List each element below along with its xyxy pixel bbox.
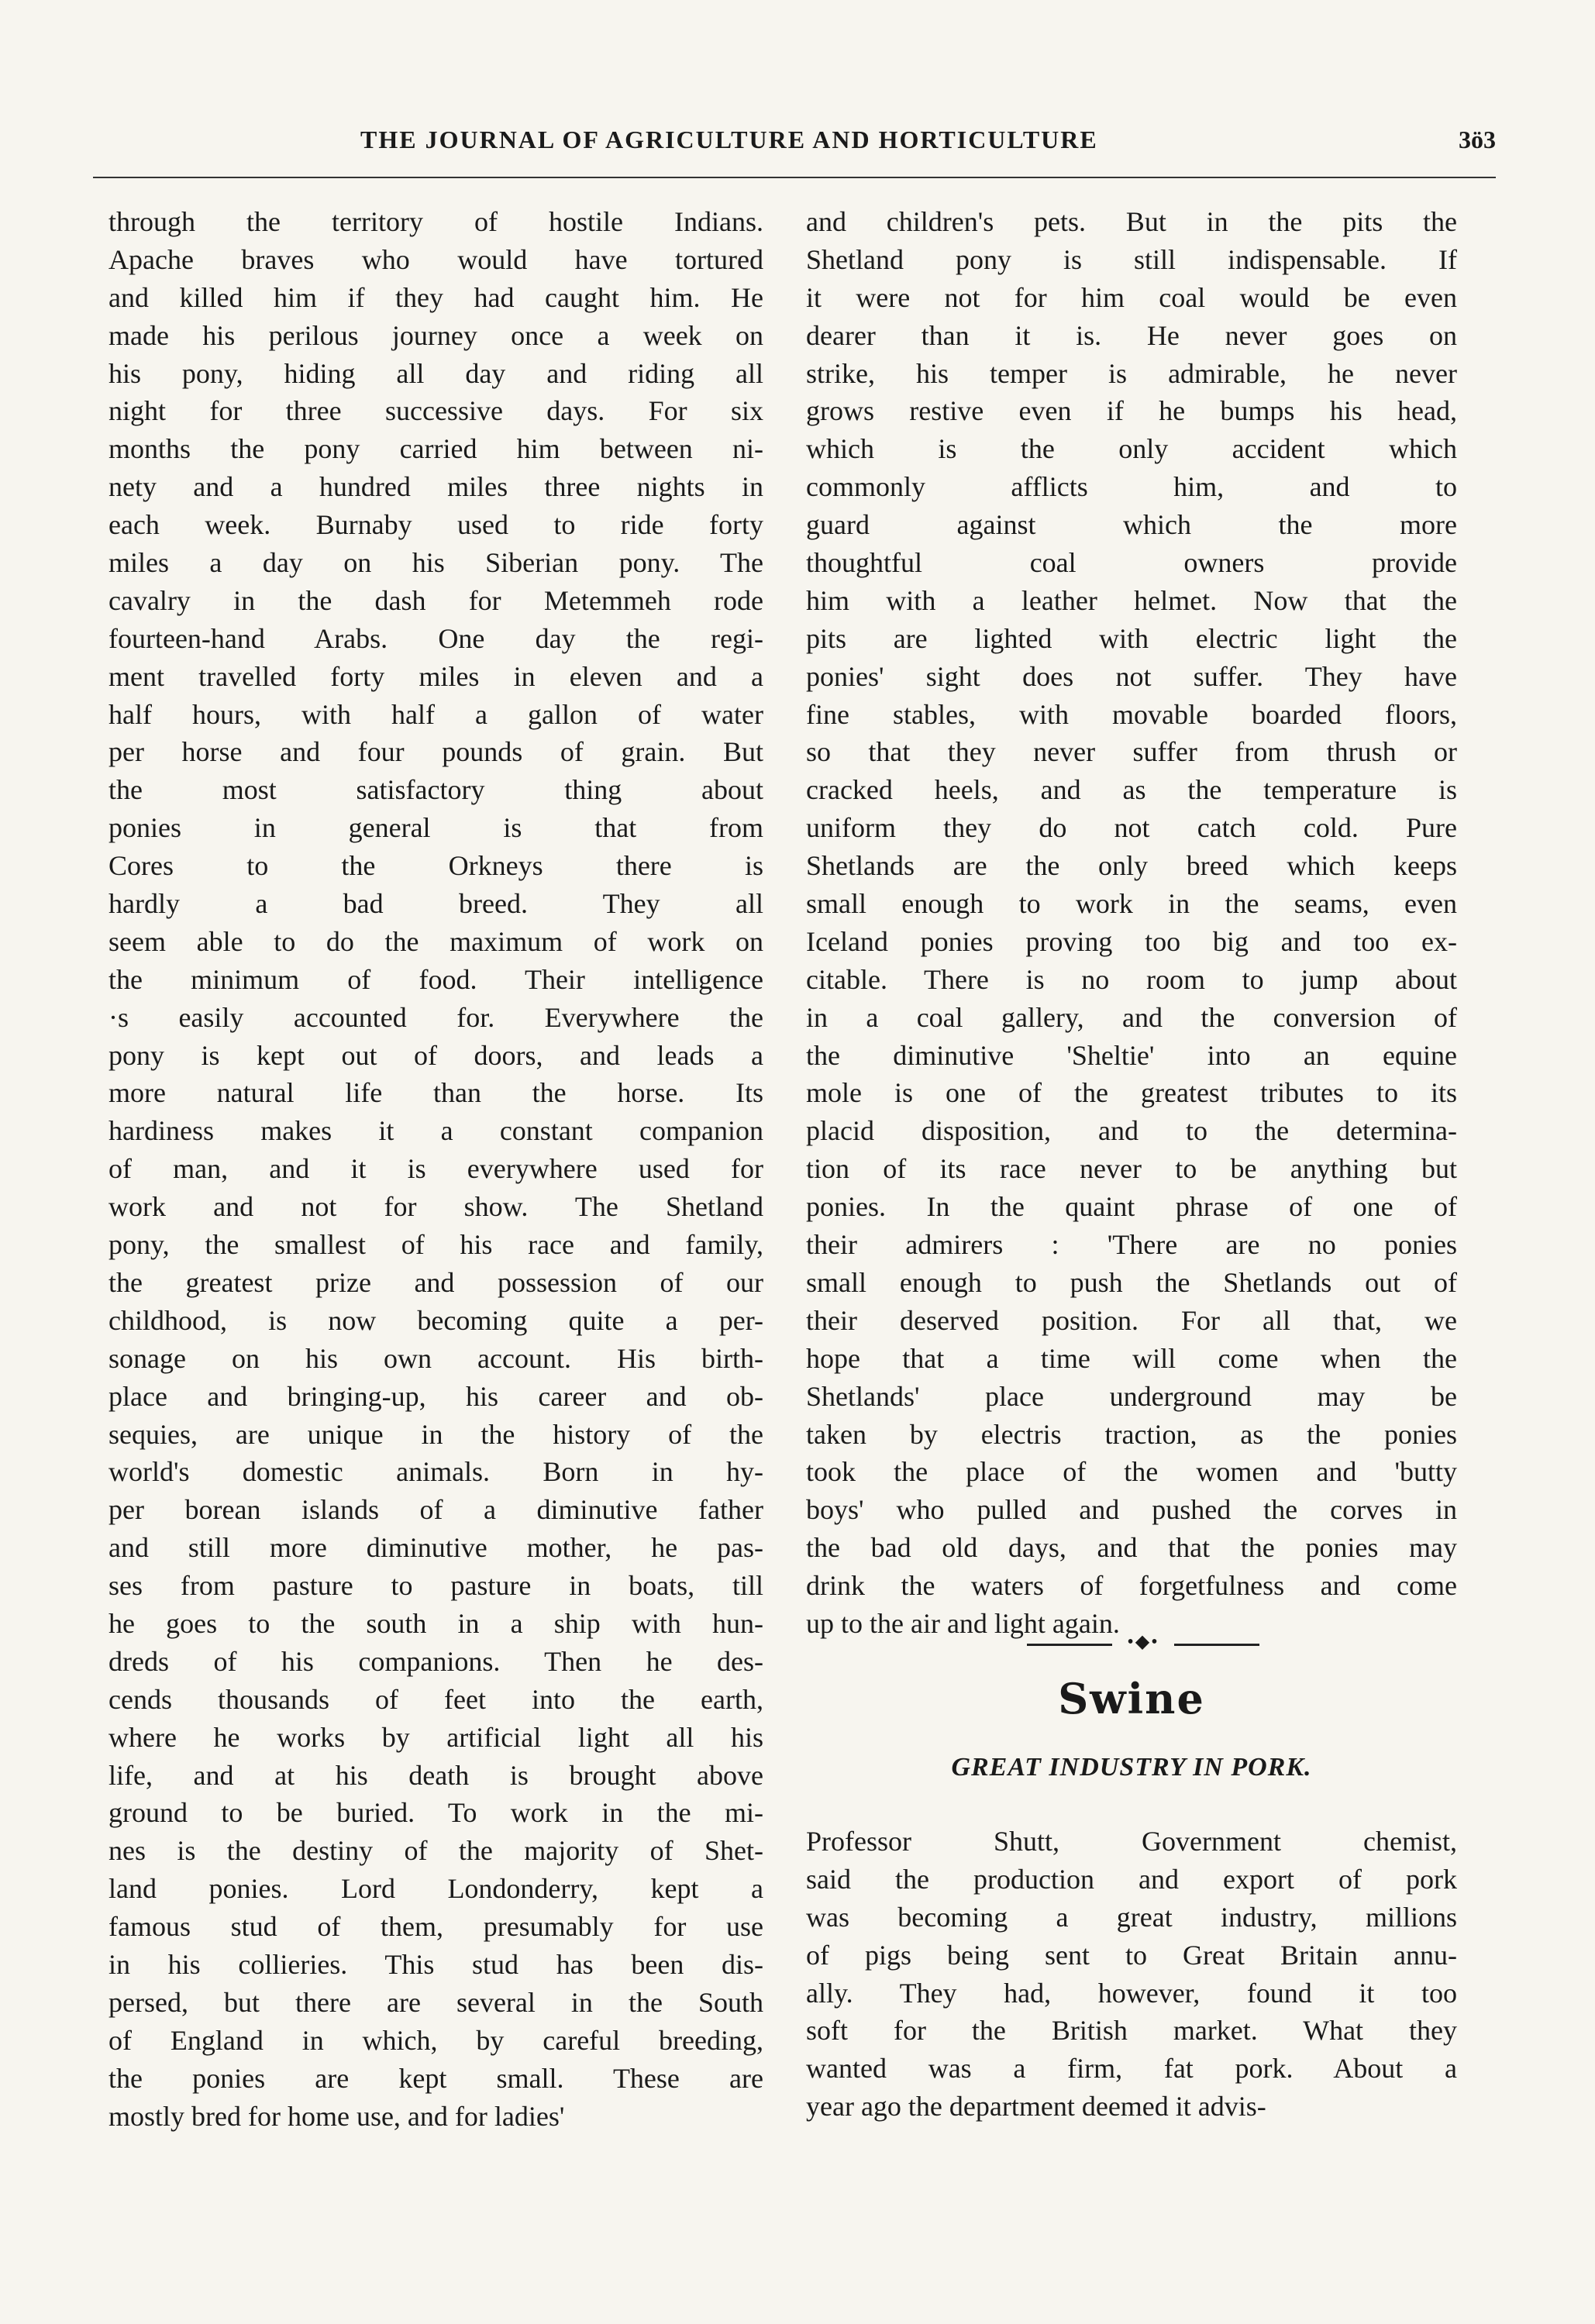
text-line: drink the waters of forgetfulness and come xyxy=(806,1570,1457,1602)
text-line: the minimum of food. Their intelligence xyxy=(109,963,763,995)
text-line: cracked heels, and as the temperature is xyxy=(806,774,1457,806)
text-line: fine stables, with movable boarded floors, xyxy=(806,698,1457,730)
text-line: took the place of the women and 'butty xyxy=(806,1456,1457,1488)
text-line: hardiness makes it a constant companion xyxy=(109,1115,763,1147)
text-line: ponies. In the quaint phrase of one of xyxy=(806,1191,1457,1223)
text-line: and children's pets. But in the pits the xyxy=(806,206,1457,237)
text-line: thoughtful coal owners provide xyxy=(806,547,1457,579)
text-line: per horse and four pounds of grain. But xyxy=(109,736,763,768)
text-line: grows restive even if he bumps his head, xyxy=(806,395,1457,427)
text-line: Professor Shutt, Government chemist, xyxy=(806,1826,1457,1857)
text-line: persed, but there are several in the South xyxy=(109,1986,763,2018)
text-line: he goes to the south in a ship with hun- xyxy=(109,1607,763,1639)
text-line: nety and a hundred miles three nights in xyxy=(109,471,763,503)
divider-rule-right xyxy=(1174,1644,1259,1646)
text-line: ally. They had, however, found it too xyxy=(806,1977,1457,2009)
text-line: dreds of his companions. Then he des- xyxy=(109,1645,763,1677)
text-line: uniform they do not catch cold. Pure xyxy=(806,812,1457,844)
text-line: so that they never suffer from thrush or xyxy=(806,736,1457,768)
text-line: night for three successive days. For six xyxy=(109,395,763,427)
text-line: it were not for him coal would be even xyxy=(806,281,1457,313)
text-line: ses from pasture to pasture in boats, till xyxy=(109,1570,763,1602)
text-line: guard against which the more xyxy=(806,509,1457,541)
text-line: Cores to the Orkneys there is xyxy=(109,850,763,882)
divider-glyph: •◆• xyxy=(1127,1632,1159,1652)
text-line: ·s easily accounted for. Everywhere the xyxy=(109,1001,763,1033)
text-line: said the production and export of pork xyxy=(806,1863,1457,1895)
text-line: strike, his temper is admirable, he never xyxy=(806,357,1457,389)
header-rule xyxy=(93,177,1496,178)
text-line: nes is the destiny of the majority of Shet- xyxy=(109,1835,763,1867)
text-line: miles a day on his Siberian pony. The xyxy=(109,547,763,579)
text-line: and still more diminutive mother, he pas- xyxy=(109,1532,763,1564)
article-body-text xyxy=(806,1823,1457,2126)
text-line: seem able to do the maximum of work on xyxy=(109,925,763,957)
text-line: ponies' sight does not suffer. They have xyxy=(806,660,1457,692)
text-line: pony is kept out of doors, and leads a xyxy=(109,1039,763,1071)
running-header xyxy=(93,126,1527,164)
section-title: Swine xyxy=(1058,1674,1205,1723)
text-line: Iceland ponies proving too big and too ex- xyxy=(806,925,1457,957)
text-line: the greatest prize and possession of our xyxy=(109,1266,763,1298)
text-line: Shetland pony is still indispensable. If xyxy=(806,243,1457,275)
text-line: Shetlands are the only breed which keeps xyxy=(806,850,1457,882)
text-line: year ago the department deemed it advis- xyxy=(806,2091,1266,2123)
text-line: the most satisfactory thing about xyxy=(109,774,763,806)
text-line: half hours, with half a gallon of water xyxy=(109,698,763,730)
text-line: each week. Burnaby used to ride forty xyxy=(109,509,763,541)
text-line: boys' who pulled and pushed the corves in xyxy=(806,1494,1457,1526)
text-line: Shetlands' place underground may be xyxy=(806,1380,1457,1412)
text-line: mostly bred for home use, and for ladies' xyxy=(109,2100,565,2132)
text-line: citable. There is no room to jump about xyxy=(806,963,1457,995)
divider-rule-left xyxy=(1027,1644,1112,1646)
text-line: Apache braves who would have tortured xyxy=(109,243,763,275)
text-line: sequies, are unique in the history of the xyxy=(109,1418,763,1450)
text-line: famous stud of them, presumably for use xyxy=(109,1911,763,1943)
text-line: wanted was a firm, fat pork. About a xyxy=(806,2053,1457,2085)
text-line: childhood, is now becoming quite a per- xyxy=(109,1304,763,1336)
journal-title: THE JOURNAL OF AGRICULTURE AND HORTICULTURE xyxy=(360,126,1098,153)
text-line: world's domestic animals. Born in hy- xyxy=(109,1456,763,1488)
text-line: work and not for show. The Shetland xyxy=(109,1191,763,1223)
text-line: which is the only accident which xyxy=(806,433,1457,465)
text-line: hardly a bad breed. They all xyxy=(109,888,763,920)
text-line: up to the air and light again. xyxy=(806,1607,1120,1639)
text-line: taken by electris traction, as the ponies xyxy=(806,1418,1457,1450)
text-line: land ponies. Lord Londonderry, kept a xyxy=(109,1873,763,1905)
text-line: of England in which, by careful breeding, xyxy=(109,2024,763,2056)
text-line: where he works by artificial light all his xyxy=(109,1721,763,1753)
text-line: sonage on his own account. His birth- xyxy=(109,1342,763,1374)
text-line: place and bringing-up, his career and ob- xyxy=(109,1380,763,1412)
text-line: small enough to push the Shetlands out of xyxy=(806,1266,1457,1298)
text-line: fourteen-hand Arabs. One day the regi- xyxy=(109,622,763,654)
text-line: per borean islands of a diminutive father xyxy=(109,1494,763,1526)
text-line: small enough to work in the seams, even xyxy=(806,888,1457,920)
text-line: through the territory of hostile Indians. xyxy=(109,206,763,237)
text-line: in a coal gallery, and the conversion of xyxy=(806,1001,1457,1033)
text-line: his pony, hiding all day and riding all xyxy=(109,357,763,389)
text-line: soft for the British market. What they xyxy=(806,2015,1457,2047)
text-line: their admirers : 'There are no ponies xyxy=(806,1229,1457,1261)
text-line: in his collieries. This stud has been dis- xyxy=(109,1948,763,1980)
page-number: 3ö3 xyxy=(1459,126,1496,153)
text-line: of man, and it is everywhere used for xyxy=(109,1153,763,1185)
text-line: dearer than it is. He never goes on xyxy=(806,319,1457,351)
text-line: was becoming a great industry, millions xyxy=(806,1901,1457,1933)
text-line: him with a leather helmet. Now that the xyxy=(806,584,1457,616)
section-divider-ornament xyxy=(1027,1632,1259,1652)
text-line: more natural life than the horse. Its xyxy=(109,1077,763,1109)
text-line: mole is one of the greatest tributes to its xyxy=(806,1077,1457,1109)
text-line: ponies in general is that from xyxy=(109,812,763,844)
text-line: the bad old days, and that the ponies may xyxy=(806,1532,1457,1564)
text-line: the ponies are kept small. These are xyxy=(109,2062,763,2094)
text-line: the diminutive 'Sheltie' into an equine xyxy=(806,1039,1457,1071)
text-line: months the pony carried him between ni- xyxy=(109,433,763,465)
text-line: life, and at his death is brought above xyxy=(109,1759,763,1791)
text-line: pits are lighted with electric light the xyxy=(806,622,1457,654)
right-column-text xyxy=(806,203,1457,1643)
text-line: pony, the smallest of his race and family, xyxy=(109,1229,763,1261)
text-line: tion of its race never to be anything but xyxy=(806,1153,1457,1185)
text-line: ground to be buried. To work in the mi- xyxy=(109,1797,763,1829)
text-line: commonly afflicts him, and to xyxy=(806,471,1457,503)
text-line: of pigs being sent to Great Britain annu- xyxy=(806,1939,1457,1971)
left-column-text xyxy=(109,203,763,2135)
text-line: made his perilous journey once a week on xyxy=(109,319,763,351)
text-line: cavalry in the dash for Metemmeh rode xyxy=(109,584,763,616)
text-line: ment travelled forty miles in eleven and a xyxy=(109,660,763,692)
text-line: and killed him if they had caught him. He xyxy=(109,281,763,313)
text-line: hope that a time will come when the xyxy=(806,1342,1457,1374)
text-line: their deserved position. For all that, we xyxy=(806,1304,1457,1336)
text-line: cends thousands of feet into the earth, xyxy=(109,1683,763,1715)
text-line: placid disposition, and to the determina- xyxy=(806,1115,1457,1147)
article-subheading: GREAT INDUSTRY IN PORK. xyxy=(951,1753,1312,1782)
